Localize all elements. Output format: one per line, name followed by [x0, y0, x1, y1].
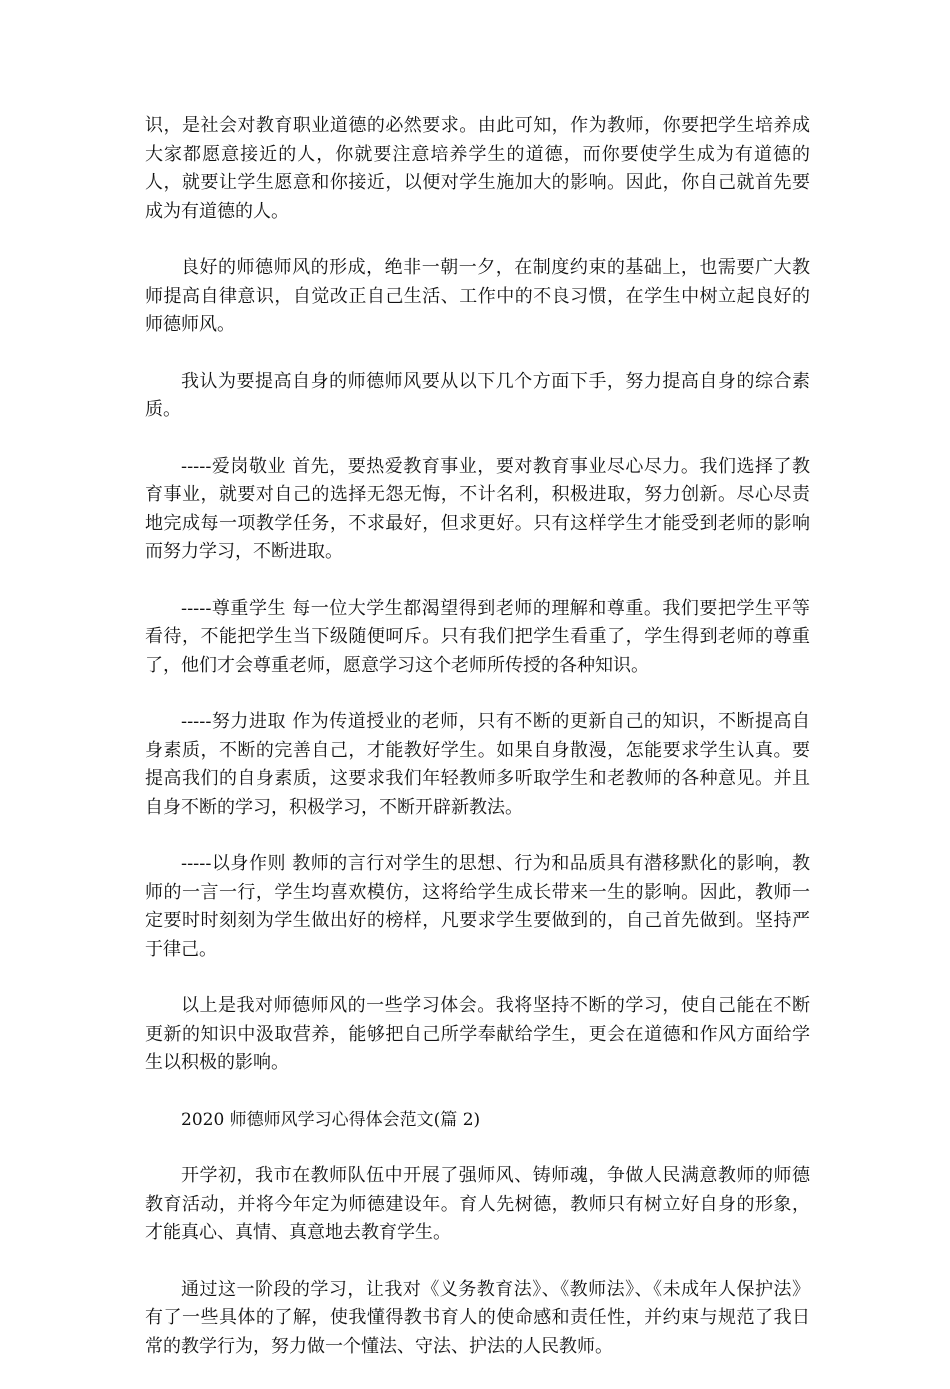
- document-page: [145, 112, 810, 1389]
- paragraph-10: 通过这一阶段的学习，让我对《义务教育法》、《教师法》、《未成年人保护法》有了一些具体的了解，使我懂得教书育人的使命感和责任性，并约束与规范了我日常的教学行为，努力做一个懂法、守法、护法的人民教师。: [145, 1278, 810, 1357]
- paragraph-7: -----以身作则 教师的言行对学生的思想、行为和品质具有潜移默化的影响，教师的一言一行，学生均喜欢模仿，这将给学生成长带来一生的影响。因此，教师一定要时时刻刻为学生做出好的榜样，凡要求学生要做到的，自己首先做到。坚持严于律己。: [145, 853, 810, 960]
- paragraph-2: 良好的师德师风的形成，绝非一朝一夕，在制度约束的基础上，也需要广大教师提高自律意识，自觉改正自己生活、工作中的不良习惯，在学生中树立起良好的师德师风。: [145, 257, 810, 335]
- paragraph-5: -----尊重学生 每一位大学生都渴望得到老师的理解和尊重。我们要把学生平等看待，不能把学生当下级随便呵斥。只有我们把学生看重了，学生得到老师的尊重了，他们才会尊重老师，愿意学习这个老师所传授的各种知识。: [145, 597, 810, 676]
- paragraph-4: -----爱岗敬业 首先，要热爱教育事业，要对教育事业尽心尽力。我们选择了教育事业，就要对自己的选择无怨无悔，不计名利，积极进取，努力创新。尽心尽责地完成每一项教学任务，不求最好，但求更好。只有这样学生才能受到老师的影响而努力学习，不断进取。: [145, 455, 810, 562]
- paragraph-3: 我认为要提高自身的师德师风要从以下几个方面下手，努力提高自身的综合素质。: [145, 370, 810, 420]
- section-heading: 2020 师德师风学习心得体会范文(篇 2): [181, 1109, 481, 1130]
- paragraph-1: 识，是社会对教育职业道德的必然要求。由此可知，作为教师，你要把学生培养成大家都愿意接近的人，你就要注意培养学生的道德，而你要使学生成为有道德的人，就要让学生愿意和你接近，以便对学生施加大的影响。因此，你自己就首先要成为有道德的人。: [145, 115, 810, 222]
- paragraph-9: 开学初，我市在教师队伍中开展了强师风、铸师魂，争做人民满意教师的师德教育活动，并将今年定为师德建设年。育人先树德，教师只有树立好自身的形象，才能真心、真情、真意地去教育学生。: [145, 1165, 810, 1243]
- paragraph-6: -----努力进取 作为传道授业的老师，只有不断的更新自己的知识，不断提高自身素质，不断的完善自己，才能教好学生。如果自身散漫，怎能要求学生认真。要提高我们的自身素质，这要求我们年轻教师多听取学生和老教师的各种意见。并且自身不断的学习，积极学习，不断开辟新教法。: [145, 711, 810, 818]
- paragraph-8: 以上是我对师德师风的一些学习体会。我将坚持不断的学习，使自己能在不断更新的知识中汲取营养，能够把自己所学奉献给学生，更会在道德和作风方面给学生以积极的影响。: [145, 995, 810, 1073]
